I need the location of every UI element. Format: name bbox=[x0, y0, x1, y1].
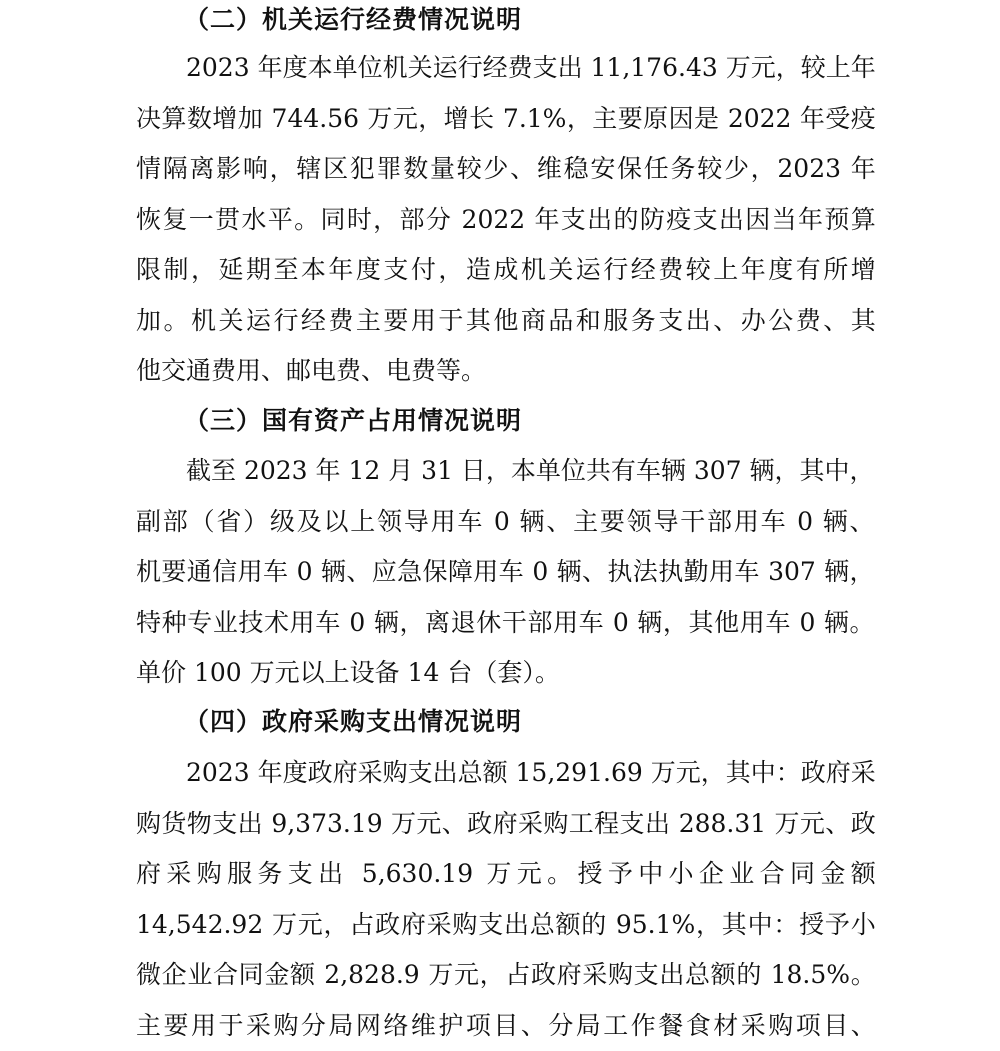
paragraph-government-procurement bbox=[136, 748, 876, 1051]
paragraph-line: 购货物支出 9,373.19 万元、政府采购工程支出 288.31 万元、政 bbox=[136, 799, 876, 850]
paragraph-line: 截至 2023 年 12 月 31 日，本单位共有车辆 307 辆，其中， bbox=[136, 446, 875, 497]
paragraph-line: 恢复一贯水平。同时，部分 2022 年支出的防疫支出因当年预算 bbox=[136, 195, 876, 246]
paragraph-line: 府采购服务支出 5,630.19 万元。授予中小企业合同金额 bbox=[136, 849, 876, 900]
paragraph-line: 情隔离影响，辖区犯罪数量较少、维稳安保任务较少，2023 年 bbox=[136, 144, 876, 195]
paragraph-line: 他交通费用、邮电费、电费等。 bbox=[136, 346, 876, 397]
paragraph-line: 微企业合同金额 2,828.9 万元，占政府采购支出总额的 18.5%。 bbox=[136, 950, 876, 1001]
section-heading-operating-expenses: （二）机关运行经费情况说明 bbox=[136, 0, 522, 40]
paragraph-line: 14,542.92 万元，占政府采购支出总额的 95.1%，其中：授予小 bbox=[136, 900, 876, 951]
paragraph-line: 2023 年度政府采购支出总额 15,291.69 万元，其中：政府采 bbox=[136, 748, 876, 799]
paragraph-operating-expenses bbox=[136, 43, 876, 397]
paragraph-line: 机要通信用车 0 辆、应急保障用车 0 辆、执法执勤用车 307 辆， bbox=[136, 547, 875, 598]
paragraph-line: 加。机关运行经费主要用于其他商品和服务支出、办公费、其 bbox=[136, 296, 876, 347]
paragraph-line: 单价 100 万元以上设备 14 台（套）。 bbox=[136, 648, 875, 699]
paragraph-line: 特种专业技术用车 0 辆，离退休干部用车 0 辆，其他用车 0 辆。 bbox=[136, 598, 875, 649]
paragraph-line: 2023 年度本单位机关运行经费支出 11,176.43 万元，较上年 bbox=[136, 43, 876, 94]
paragraph-line: 限制，延期至本年度支付，造成机关运行经费较上年度有所增 bbox=[136, 245, 876, 296]
paragraph-line: 主要用于采购分局网络维护项目、分局工作餐食材采购项目、 bbox=[136, 1001, 876, 1051]
paragraph-state-assets bbox=[136, 446, 875, 699]
section-heading-government-procurement: （四）政府采购支出情况说明 bbox=[136, 702, 522, 742]
paragraph-line: 副部（省）级及以上领导用车 0 辆、主要领导干部用车 0 辆、 bbox=[136, 497, 875, 548]
section-heading-state-assets: （三）国有资产占用情况说明 bbox=[136, 401, 522, 441]
paragraph-line: 决算数增加 744.56 万元，增长 7.1%，主要原因是 2022 年受疫 bbox=[136, 94, 876, 145]
